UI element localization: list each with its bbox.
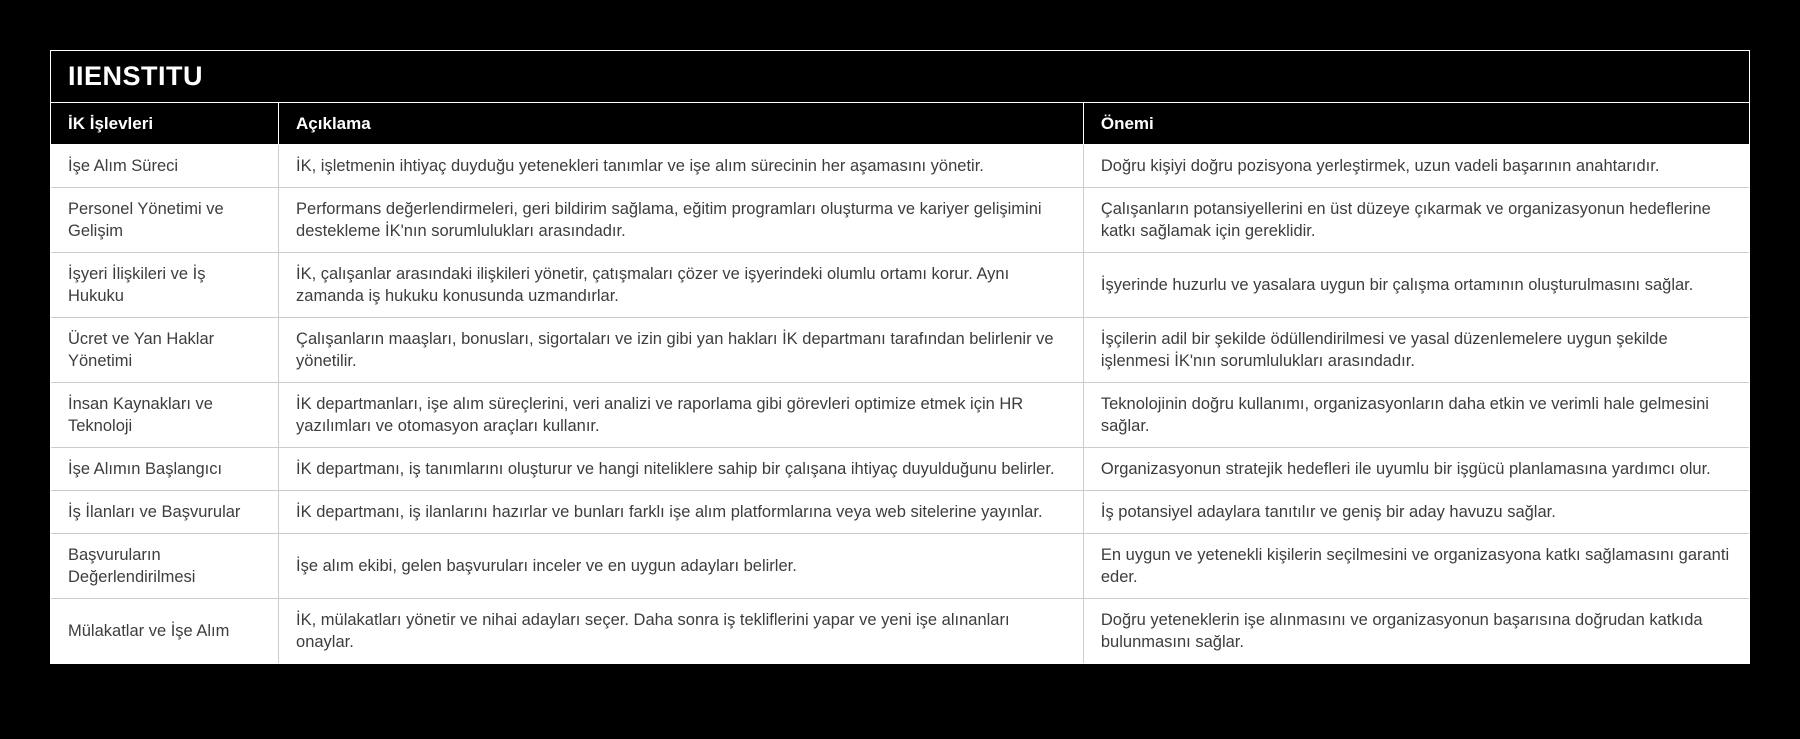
cell-function: Mülakatlar ve İşe Alım: [51, 599, 279, 664]
table-row: [51, 383, 1749, 448]
page-title: IIENSTITU: [68, 61, 204, 91]
cell-description: Çalışanların maaşları, bonusları, sigortaları ve izin gibi yan hakları İK departmanı tarafından belirlenir ve yönetilir.: [279, 318, 1084, 383]
column-header-onemi: Önemi: [1083, 103, 1749, 145]
cell-description: İK, çalışanlar arasındaki ilişkileri yönetir, çatışmaları çözer ve işyerindeki olumlu ortamı korur. Aynı zamanda iş hukuku konusunda uzmandırlar.: [279, 253, 1084, 318]
table-row: [51, 318, 1749, 383]
table-row: [51, 253, 1749, 318]
table-row: [51, 599, 1749, 664]
cell-importance: Doğru kişiyi doğru pozisyona yerleştirmek, uzun vadeli başarının anahtarıdır.: [1083, 145, 1749, 188]
cell-description: İK departmanı, iş tanımlarını oluşturur ve hangi niteliklere sahip bir çalışana ihtiyaç duyulduğunu belirler.: [279, 448, 1084, 491]
cell-importance: Teknolojinin doğru kullanımı, organizasyonların daha etkin ve verimli hale gelmesini sağlar.: [1083, 383, 1749, 448]
hr-functions-table: [51, 103, 1749, 663]
column-header-ik-islevleri: İK İşlevleri: [51, 103, 279, 145]
table-row: [51, 145, 1749, 188]
table-header-row: [51, 103, 1749, 145]
column-header-aciklama: Açıklama: [279, 103, 1084, 145]
cell-function: İşyeri İlişkileri ve İş Hukuku: [51, 253, 279, 318]
cell-importance: Organizasyonun stratejik hedefleri ile uyumlu bir işgücü planlamasına yardımcı olur.: [1083, 448, 1749, 491]
title-bar: [51, 51, 1749, 103]
cell-function: Ücret ve Yan Haklar Yönetimi: [51, 318, 279, 383]
cell-importance: İşyerinde huzurlu ve yasalara uygun bir çalışma ortamının oluşturulmasını sağlar.: [1083, 253, 1749, 318]
table-row: [51, 491, 1749, 534]
cell-importance: Doğru yeteneklerin işe alınmasını ve organizasyonun başarısına doğrudan katkıda bulunmasını sağlar.: [1083, 599, 1749, 664]
cell-function: İnsan Kaynakları ve Teknoloji: [51, 383, 279, 448]
table-row: [51, 448, 1749, 491]
cell-importance: İş potansiyel adaylara tanıtılır ve geniş bir aday havuzu sağlar.: [1083, 491, 1749, 534]
content-card: [50, 50, 1750, 664]
cell-description: İK departmanları, işe alım süreçlerini, veri analizi ve raporlama gibi görevleri optimize etmek için HR yazılımları ve otomasyon araçları kullanır.: [279, 383, 1084, 448]
cell-importance: Çalışanların potansiyellerini en üst düzeye çıkarmak ve organizasyonun hedeflerine katkı sağlamak için gereklidir.: [1083, 188, 1749, 253]
cell-description: İK, mülakatları yönetir ve nihai adayları seçer. Daha sonra iş tekliflerini yapar ve yeni işe alınanları onaylar.: [279, 599, 1084, 664]
cell-description: Performans değerlendirmeleri, geri bildirim sağlama, eğitim programları oluşturma ve kariyer gelişimini destekleme İK'nın sorumlulukları arasındadır.: [279, 188, 1084, 253]
table-row: [51, 534, 1749, 599]
cell-function: Personel Yönetimi ve Gelişim: [51, 188, 279, 253]
cell-function: İşe Alımın Başlangıcı: [51, 448, 279, 491]
table-row: [51, 188, 1749, 253]
cell-function: İş İlanları ve Başvurular: [51, 491, 279, 534]
cell-function: Başvuruların Değerlendirilmesi: [51, 534, 279, 599]
cell-description: İK departmanı, iş ilanlarını hazırlar ve bunları farklı işe alım platformlarına veya web sitelerine yayınlar.: [279, 491, 1084, 534]
cell-description: İşe alım ekibi, gelen başvuruları inceler ve en uygun adayları belirler.: [279, 534, 1084, 599]
cell-importance: En uygun ve yetenekli kişilerin seçilmesini ve organizasyona katkı sağlamasını garanti eder.: [1083, 534, 1749, 599]
cell-description: İK, işletmenin ihtiyaç duyduğu yetenekleri tanımlar ve işe alım sürecinin her aşamasını yönetir.: [279, 145, 1084, 188]
cell-importance: İşçilerin adil bir şekilde ödüllendirilmesi ve yasal düzenlemelere uygun şekilde işlenmesi İK'nın sorumlulukları arasındadır.: [1083, 318, 1749, 383]
cell-function: İşe Alım Süreci: [68, 157, 179, 175]
